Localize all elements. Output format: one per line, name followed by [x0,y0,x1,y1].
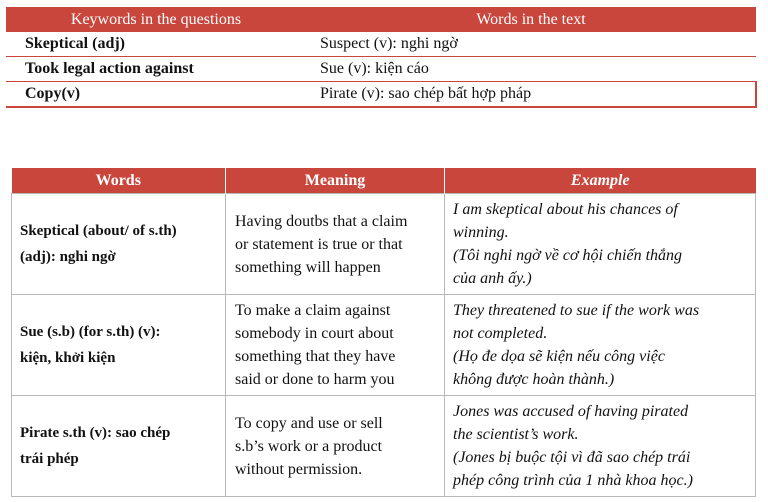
keyword-cell: Copy(v) [6,82,306,108]
vocab-example-line: winning. [453,224,509,241]
vocab-row [12,396,756,497]
vocab-word-line: kiện, khởi kiện [20,350,116,366]
vocab-example-line: the scientist’s work. [453,426,579,443]
vocab-example-line: không được hoàn thành.) [453,371,615,388]
vocabulary-table [11,168,756,497]
vocab-example-line: (Jones bị buộc tội vì đã sao chép trái [453,449,691,466]
vocab-word-line: Skeptical (about/ of s.th) [20,223,177,239]
vocab-header-row [12,168,756,194]
vocab-word-line: Sue (s.b) (for s.th) (v): [20,324,161,340]
vocab-meaning-line: said or done to harm you [235,371,395,388]
keywords-header-text: Words in the text [306,7,756,32]
vocab-example-cell [445,194,756,295]
vocab-meaning-line: without permission. [235,460,363,478]
vocab-row [12,194,756,295]
vocab-meaning-line: something that they have [235,348,396,365]
vocab-meaning-cell [226,295,445,396]
vocab-example-cell [445,295,756,396]
vocab-word-cell [12,396,226,497]
keywords-row [6,57,756,82]
keyword-cell: Skeptical (adj) [6,32,306,57]
vocab-row [12,295,756,396]
vocab-example-line: I am skeptical about his chances of [453,201,678,218]
vocab-word-cell [12,194,226,295]
vocab-example-cell [445,396,756,497]
vocab-meaning-line: s.b’s work or a product [235,437,383,455]
keyword-cell: Took legal action against [6,57,306,82]
vocab-word-line: trái phép [20,451,79,467]
keywords-table [6,7,757,108]
vocab-meaning-cell [226,396,445,497]
vocab-word-line: (adj): nghi ngờ [20,249,116,265]
vocab-meaning-line: somebody in court about [235,325,394,342]
vocab-example-line: They threatened to sue if the work was [453,302,700,319]
vocab-example-line: của anh ấy.) [453,270,532,287]
vocab-example-line: (Họ đe dọa sẽ kiện nếu công việc [453,348,665,365]
text-word-cell: Pirate (v): sao chép bất hợp pháp [306,82,756,108]
keywords-row [6,32,756,57]
keywords-header-row [6,7,756,32]
vocab-example-line: phép công trình của 1 nhà khoa học.) [453,472,693,489]
vocab-header-example: Example [445,168,756,194]
vocab-example-line: (Tôi nghi ngờ về cơ hội chiến thắng [453,247,683,264]
vocab-example-line: not completed. [453,325,548,342]
vocab-meaning-line: Having doutbs that a claim [235,212,408,230]
keywords-header-questions: Keywords in the questions [6,7,306,32]
vocab-header-words: Words [12,168,226,194]
vocab-word-cell [12,295,226,396]
vocab-example-line: Jones was accused of having pirated [453,403,689,420]
text-word-cell: Suspect (v): nghi ngờ [306,32,756,57]
text-word-cell: Sue (v): kiện cáo [306,57,756,82]
vocab-header-meaning: Meaning [226,168,445,194]
keywords-row [6,82,756,108]
vocab-meaning-line: To copy and use or sell [235,414,383,432]
vocab-meaning-line: or statement is true or that [235,235,403,253]
vocab-word-line: Pirate s.th (v): sao chép [20,425,171,441]
vocab-meaning-line: To make a claim against [235,302,391,319]
vocab-meaning-cell [226,194,445,295]
vocab-meaning-line: something will happen [235,258,381,276]
